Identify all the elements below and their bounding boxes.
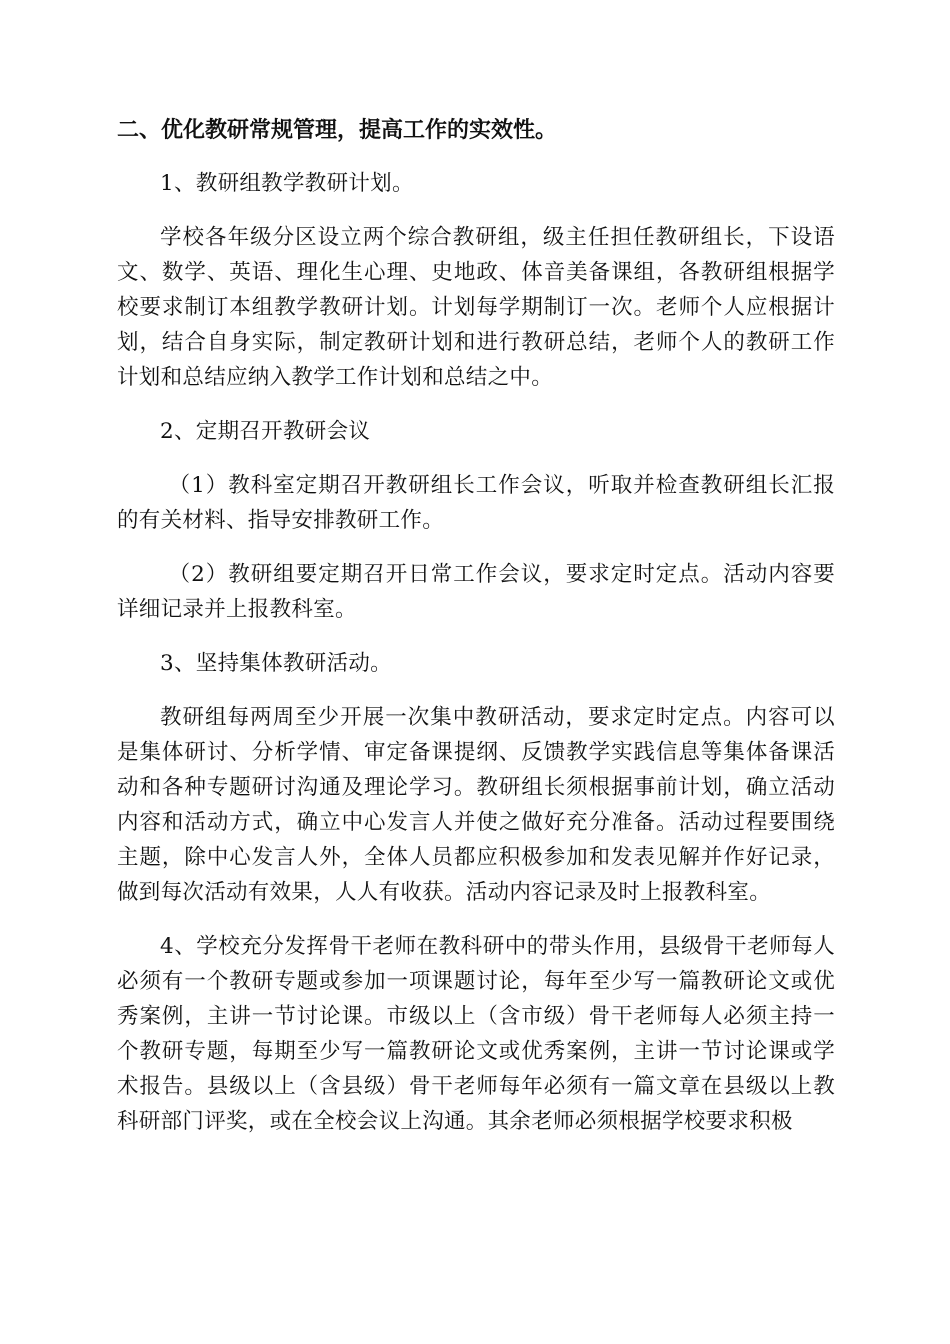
item-3-title: 3、坚持集体教研活动。 bbox=[160, 651, 392, 676]
item-2-sub-1-paragraph: （1）教科室定期召开教研组长工作会议，听取并检查教研组长汇报的有关材料、指导安排教研工作。 bbox=[117, 473, 835, 533]
document-body bbox=[117, 112, 835, 1158]
item-2-title: 2、定期召开教研会议 bbox=[160, 419, 371, 444]
section-heading: 二、优化教研常规管理，提高工作的实效性。 bbox=[117, 117, 558, 143]
item-4-paragraph: 4、学校充分发挥骨干老师在教科研中的带头作用，县级骨干老师每人必须有一个教研专题或参加一项课题讨论，每年至少写一篇教研论文或优秀案例，主讲一节讨论课。市级以上（含市级）骨干老师每人必须主持一个教研专题，每期至少写一篇教研论文或优秀案例，主讲一节讨论课或学术报告。县级以上（含县级）骨干老师每年必须有一篇文章在县级以上教科研部门评奖，或在全校会议上沟通。其余老师必须根据学校要求积极 bbox=[117, 934, 835, 1134]
item-2-sub-2-paragraph: （2）教研组要定期召开日常工作会议，要求定时定点。活动内容要详细记录并上报教科室。 bbox=[117, 562, 835, 622]
item-1-title: 1、教研组教学教研计划。 bbox=[160, 171, 414, 196]
item-3-paragraph: 教研组每两周至少开展一次集中教研活动，要求定时定点。内容可以是集体研讨、分析学情、审定备课提纲、反馈教学实践信息等集体备课活动和各种专题研讨沟通及理论学习。教研组长须根据事前计划，确立活动内容和活动方式，确立中心发言人并使之做好充分准备。活动过程要围绕主题，除中心发言人外，全体人员都应积极参加和发表见解并作好记录，做到每次活动有效果，人人有收获。活动内容记录及时上报教科室。 bbox=[117, 705, 835, 905]
item-1-paragraph: 学校各年级分区设立两个综合教研组，级主任担任教研组长，下设语文、数学、英语、理化生心理、史地政、体音美备课组，各教研组根据学校要求制订本组教学教研计划。计划每学期制订一次。老师个人应根据计划，结合自身实际，制定教研计划和进行教研总结，老师个人的教研工作计划和总结应纳入教学工作计划和总结之中。 bbox=[117, 225, 835, 390]
